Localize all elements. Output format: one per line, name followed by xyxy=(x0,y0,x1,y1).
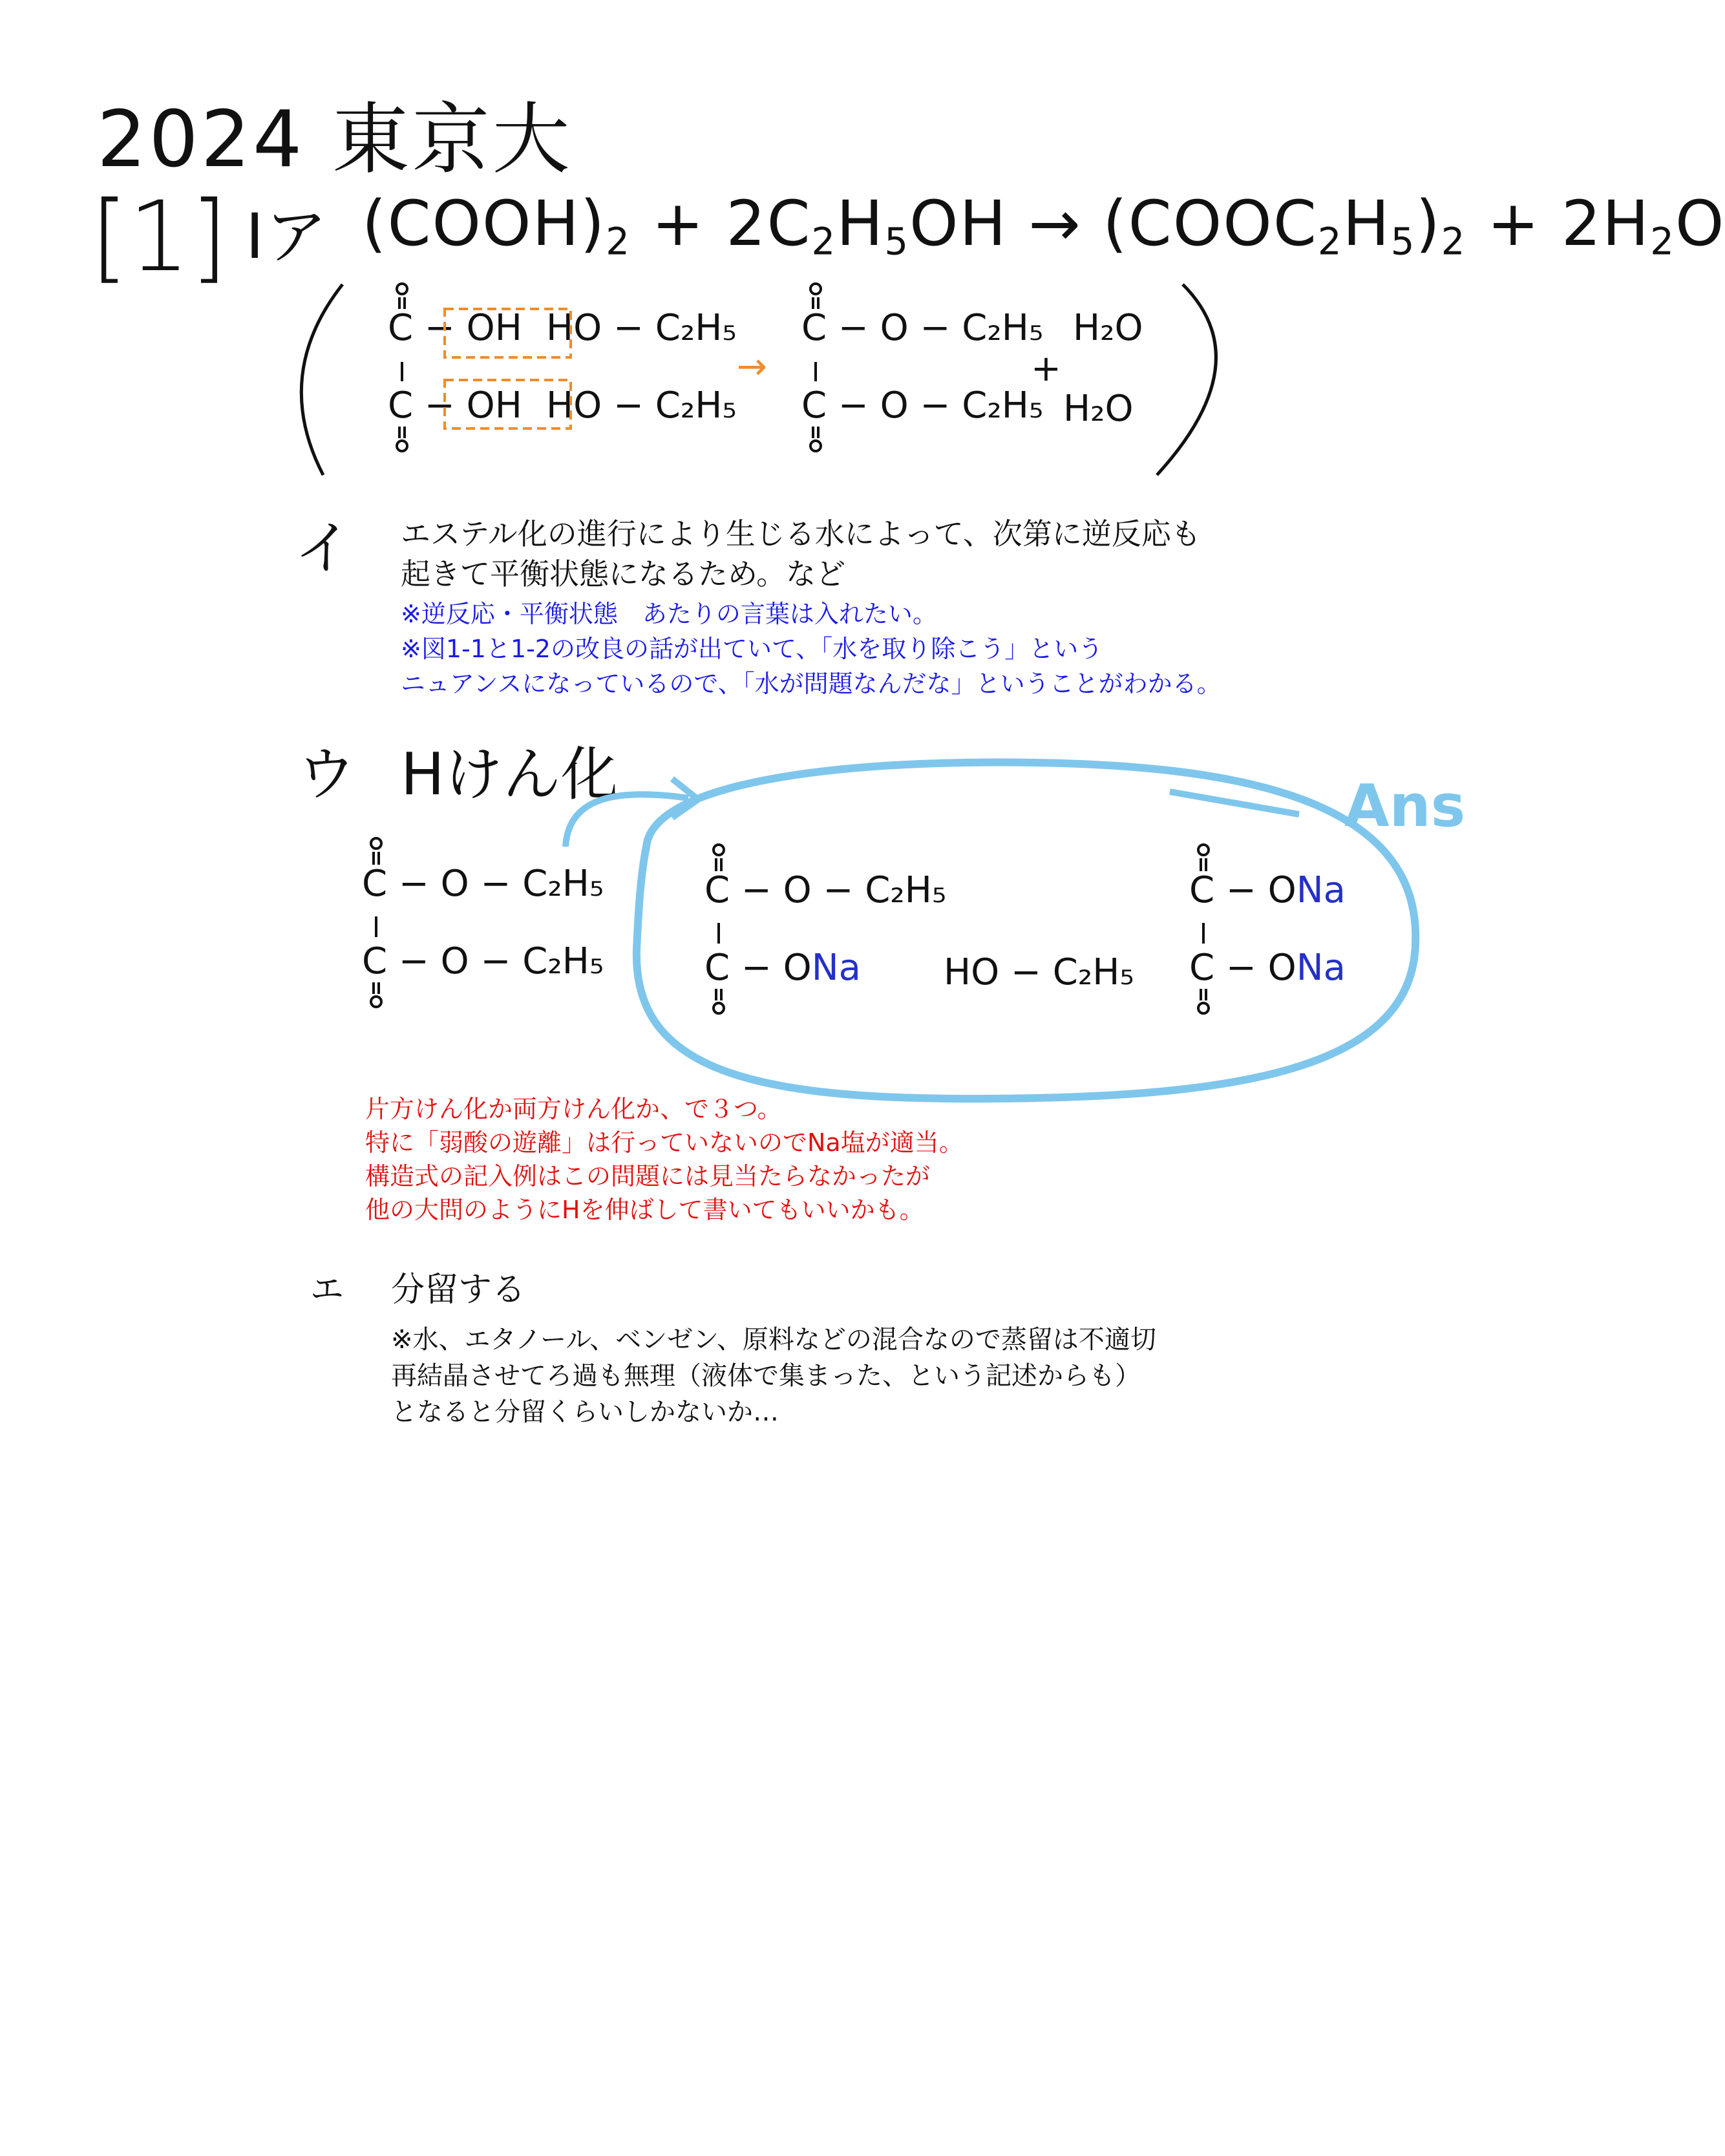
eq-product1-mid: H xyxy=(1342,187,1391,260)
eq-product1-close: ) xyxy=(1415,187,1441,260)
eq-product2-end: O xyxy=(1675,187,1725,260)
di-bottom-prefix: C − O xyxy=(1189,947,1296,989)
part-c-answer-text: けん化 xyxy=(444,741,619,808)
di-top-na: Na xyxy=(1296,869,1346,911)
mech-product-top: C − O − C₂H₅ xyxy=(801,307,1044,349)
mech-right-paren xyxy=(1157,284,1216,475)
mech-arrow: → xyxy=(737,346,767,388)
problem-number-value: 1 xyxy=(128,181,190,293)
eq-product1-sub1: 2 xyxy=(1317,220,1343,264)
eq-plus2: + xyxy=(1487,187,1541,260)
eq-product1: (COOC xyxy=(1103,187,1318,260)
part-a-kana: ア xyxy=(265,200,329,273)
mech-left-paren xyxy=(301,284,343,475)
start-skeleton xyxy=(371,838,381,1007)
di-skeleton xyxy=(1198,845,1209,1013)
eq-reactant1-sub: 2 xyxy=(606,220,631,264)
eq-product2-sub: 2 xyxy=(1650,220,1675,264)
eq-reactant2-sub2: 5 xyxy=(884,220,909,264)
di-bottom-na: Na xyxy=(1296,947,1346,989)
orange-box-bottom xyxy=(445,380,571,428)
part-d-label: エ xyxy=(310,1271,344,1309)
curved-arrow xyxy=(566,794,688,847)
part-c-note-3: 構造式の記入例はこの問題には見当たらなかったが xyxy=(365,1162,931,1190)
part-b-label: イ xyxy=(294,514,352,582)
mech-left-skeleton xyxy=(397,284,407,451)
start-bottom: C − O − C₂H₅ xyxy=(362,940,604,982)
part-d-note-1: ※水、エタノール、ベンゼン、原料などの混合なので蒸留は不適切 xyxy=(391,1325,1156,1355)
mech-product-bottom: C − O − C₂H₅ xyxy=(801,385,1044,427)
eq-reactant1: (COOH) xyxy=(362,187,606,260)
eq-reactant2-mid: H xyxy=(836,187,885,260)
mono-bottom-na: Na xyxy=(811,947,861,989)
eq-product2: 2H xyxy=(1561,187,1651,260)
mech-left-bottom: C − OH xyxy=(388,385,522,427)
part-d-note-3: となると分留くらいしかないか… xyxy=(391,1397,779,1427)
mech-product-skeleton xyxy=(810,284,821,451)
part-c-answer-prefix: H xyxy=(401,741,445,808)
part-b-note-3: ニュアンスになっているので、「水が問題なんだな」ということがわかる。 xyxy=(401,670,1222,698)
part-c-note-2: 特に「弱酸の遊離」は行っていないのでNa塩が適当。 xyxy=(365,1128,964,1157)
eq-reactant2: 2C xyxy=(726,187,812,260)
eq-arrow: → xyxy=(1028,187,1082,260)
part-d-note-2: 再結晶させてろ過も無理（液体で集まった、という記述からも） xyxy=(391,1361,1141,1391)
mono-bottom-prefix: C − O xyxy=(704,947,812,989)
mono-skeleton xyxy=(714,845,724,1013)
page-title: 2024 東京大 xyxy=(97,95,573,185)
eq-product1-sub2: 5 xyxy=(1390,220,1416,264)
part-a-roman: I xyxy=(246,200,266,273)
eq-product1-sub3: 2 xyxy=(1441,220,1466,264)
mech-water-top: H₂O xyxy=(1073,307,1143,349)
part-d-answer: 分留する xyxy=(391,1271,526,1309)
mech-alcohol-top: HO − C₂H₅ xyxy=(546,307,737,349)
part-b-note-2: ※図1-1と1-2の改良の話が出ていて、「水を取り除こう」という xyxy=(401,635,1103,663)
ans-label: Ans xyxy=(1344,772,1466,840)
orange-box-top xyxy=(445,309,571,357)
part-b-note-1: ※逆反応・平衡状態 あたりの言葉は入れたい。 xyxy=(401,600,937,628)
di-top-prefix: C − O xyxy=(1189,869,1296,911)
eq-reactant2-end: OH xyxy=(909,187,1008,260)
mech-water-bottom: H₂O xyxy=(1063,388,1134,430)
part-c-label: ウ xyxy=(297,741,355,808)
eq-plus1: + xyxy=(651,187,705,260)
part-b-answer-line2: 起きて平衡状態になるため。など xyxy=(401,556,846,591)
ethanol: HO − C₂H₅ xyxy=(944,951,1134,993)
mono-top: C − O − C₂H₅ xyxy=(704,869,947,911)
part-c-note-1: 片方けん化か両方けん化か、で３つ。 xyxy=(365,1095,782,1123)
part-c-note-4: 他の大問のようにHを伸ばして書いてもいいかも。 xyxy=(365,1196,924,1224)
mech-plus: + xyxy=(1031,348,1061,390)
start-top: C − O − C₂H₅ xyxy=(362,863,604,905)
problem-number: [1] xyxy=(90,181,228,293)
mech-alcohol-bottom: HO − C₂H₅ xyxy=(546,385,737,427)
eq-reactant2-sub1: 2 xyxy=(811,220,837,264)
part-b-answer-line1: エステル化の進行により生じる水によって、次第に逆反応も xyxy=(401,516,1201,551)
mech-left-top: C − OH xyxy=(388,307,522,349)
